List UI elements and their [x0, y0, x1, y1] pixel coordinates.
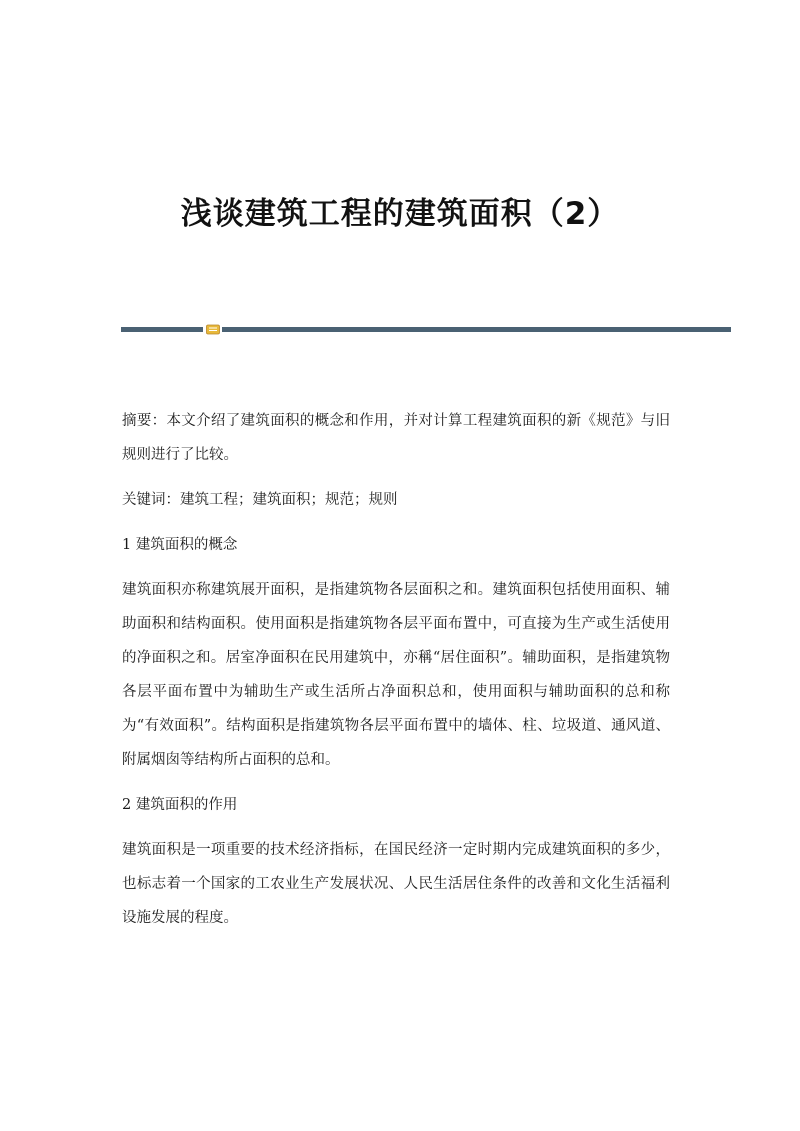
divider-bar-right: [222, 327, 731, 332]
abstract-paragraph: 摘要：本文介绍了建筑面积的概念和作用，并对计算工程建筑面积的新《规范》与旧规则进行了比较。: [122, 413, 670, 463]
divider-bar-left: [121, 327, 203, 332]
section-heading-concept: 1 建筑面积的概念: [122, 537, 238, 553]
title-divider: [121, 325, 731, 333]
book-emblem-icon: [206, 324, 220, 335]
section-heading-role: 2 建筑面积的作用: [122, 797, 238, 813]
document-body: [122, 404, 670, 946]
document-title: 浅谈建筑工程的建筑面积（2）: [180, 196, 620, 232]
section-body-role: 建筑面积是一项重要的技术经济指标，在国民经济一定时期内完成建筑面积的多少，也标志着一个国家的工农业生产发展状况、人民生活居住条件的改善和文化生活福利设施发展的程度。: [122, 842, 670, 926]
keywords-paragraph: 关键词：建筑工程；建筑面积；规范；规则: [122, 492, 398, 508]
section-body-concept: 建筑面积亦称建筑展开面积，是指建筑物各层面积之和。建筑面积包括使用面积、辅助面积和结构面积。使用面积是指建筑物各层平面布置中，可直接为生产或生活使用的净面积之和。居室净面积在民用建筑中，亦稱“居住面积”。辅助面积，是指建筑物各层平面布置中为辅助生产或生活所占净面积总和，使用面积与辅助面积的总和称为“有效面积”。结构面积是指建筑物各层平面布置中的墙体、柱、垃圾道、通风道、附属烟囱等结构所占面积的总和。: [122, 582, 670, 768]
